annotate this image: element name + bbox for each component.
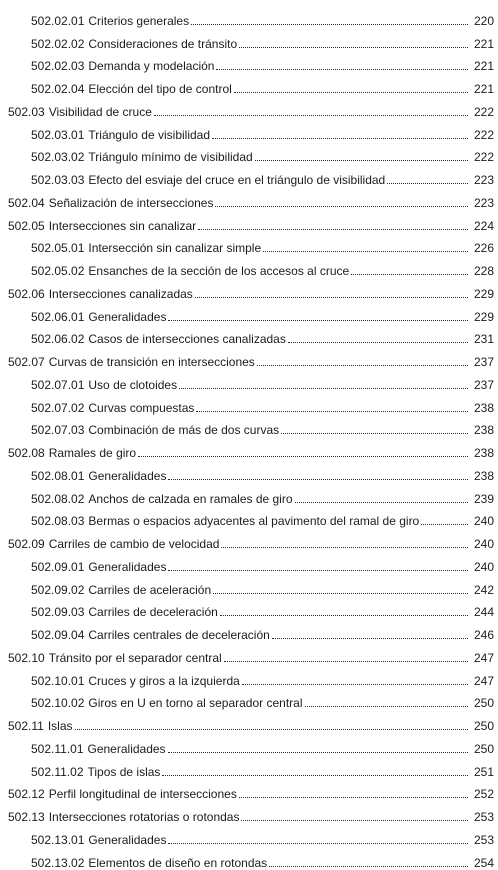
toc-subsection-entry [0,756,498,779]
toc-entry-number: 502.09.04 [31,628,85,642]
toc-entry-number: 502.02.04 [31,82,85,96]
toc-entry-number: 502.03.02 [31,150,85,165]
dot-leader [168,843,468,844]
toc-section-entry [0,187,498,210]
toc-entry-page: 223 [473,195,494,210]
toc-entry-title: Curvas compuestas [88,400,195,415]
toc-entry-title: Ramales de giro [48,446,137,460]
toc-entry-page: 222 [473,127,494,142]
toc-entry-number: 502.10.02 [31,696,85,711]
toc-entry-title: Ensanches de la sección de los accesos al cruce [88,264,350,278]
toc-entry-number: 502.02.01 [31,13,85,28]
toc-entry-title: Bermas o espacios adyacentes al pavimento del ramal de giro [88,514,420,529]
toc-entry-number: 502.13.01 [31,832,85,847]
dot-leader [241,820,468,821]
toc-entry-page: 250 [473,741,494,756]
toc-entry-page: 250 [473,696,494,711]
dot-leader [168,752,468,753]
toc-entry-title: Intersecciones canalizadas [48,286,193,301]
toc-entry-title: Intersección sin canalizar simple [88,241,262,256]
dot-leader [168,570,468,571]
toc-entry-number: 502.06.01 [31,309,85,324]
toc-entry-page: 238 [473,446,494,460]
toc-subsection-entry [0,5,498,28]
dot-leader [421,524,468,525]
toc-subsection-entry [0,460,498,483]
toc-entry-title: Elementos de diseño en rotondas [88,855,268,870]
toc-entry-page: 222 [473,104,494,119]
toc-entry-title: Efecto del esviaje del cruce en el triángulo de visibilidad [88,173,386,187]
toc-entry-number: 502.06.02 [31,332,85,347]
toc-entry-number: 502.07.02 [31,400,85,415]
toc-subsection-entry [0,688,498,711]
toc-entry-number: 502.04 [8,195,45,210]
dot-leader [288,342,468,343]
toc-entry-page: 238 [473,468,494,483]
toc-entry-number: 502.11.01 [31,741,84,756]
toc-entry-number: 502.11 [8,719,44,733]
toc-entry-page: 221 [473,36,494,51]
toc-subsection-entry [0,551,498,574]
toc-entry-page: 226 [473,241,494,256]
toc-subsection-entry [0,574,498,597]
toc-subsection-entry [0,119,498,142]
toc-entry-page: 238 [473,423,494,438]
toc-subsection-entry [0,164,498,187]
toc-entry-page: 240 [473,537,494,551]
dot-leader [305,706,468,707]
toc-subsection-entry [0,51,498,74]
toc-entry-page: 247 [473,673,494,688]
toc-entry-page: 229 [473,309,494,324]
toc-entry-page: 254 [473,855,494,870]
dot-leader [239,47,468,48]
dot-leader [212,138,468,139]
toc-entry-number: 502.08.03 [31,514,85,529]
toc-entry-title: Perfil longitudinal de intersecciones [48,787,237,802]
toc-subsection-entry [0,506,498,529]
toc-entry-page: 242 [473,582,494,597]
toc-section-entry [0,710,498,733]
toc-entry-number: 502.03.01 [31,127,85,142]
toc-entry-page: 247 [473,650,494,665]
toc-subsection-entry [0,483,498,506]
toc-section-entry [0,437,498,460]
toc-entry-title: Generalidades [88,832,167,847]
toc-entry-number: 502.12 [8,787,45,802]
toc-subsection-entry [0,255,498,278]
toc-subsection-entry [0,233,498,256]
toc-entry-number: 502.08 [8,446,45,460]
toc-section-entry [0,642,498,665]
toc-entry-number: 502.10 [8,650,45,665]
toc-entry-title: Tipos de islas [87,764,161,779]
toc-entry-number: 502.07.03 [31,423,85,438]
toc-section-entry [0,346,498,369]
toc-entry-page: 253 [473,832,494,847]
toc-entry-title: Tránsito por el separador central [48,650,222,665]
toc-entry-title: Criterios generales [88,13,190,28]
toc-entry-title: Señalización de intersecciones [48,195,214,210]
toc-subsection-entry [0,369,498,392]
toc-entry-title: Visibilidad de cruce [48,104,152,119]
toc-entry-number: 502.07.01 [31,377,85,392]
toc-entry-page: 253 [473,810,494,824]
dot-leader [168,479,468,480]
toc-entry-number: 502.05.02 [31,264,85,278]
toc-entry-title: Casos de intersecciones canalizadas [88,332,286,347]
toc-entry-number: 502.08.02 [31,491,85,506]
toc-subsection-entry [0,392,498,415]
toc-entry-page: 240 [473,559,494,574]
dot-leader [224,661,468,662]
toc-section-entry [0,779,498,802]
toc-entry-title: Intersecciones rotatorias o rotondas [48,810,240,824]
toc-entry-page: 224 [473,218,494,233]
toc-subsection-entry [0,733,498,756]
dot-leader [269,866,468,867]
toc-entry-page: 244 [473,605,494,620]
toc-subsection-entry [0,847,498,870]
toc-entry-page: 228 [473,264,494,278]
toc-entry-page: 229 [473,286,494,301]
dot-leader [162,775,468,776]
toc-section-entry [0,801,498,824]
toc-entry-page: 220 [473,13,494,28]
toc-entry-title: Carriles de cambio de velocidad [48,537,220,551]
dot-leader [168,320,468,321]
toc-entry-title: Intersecciones sin canalizar [48,218,197,233]
toc-entry-number: 502.09.01 [31,559,85,574]
dot-leader [220,615,468,616]
toc-subsection-entry [0,619,498,642]
toc-entry-page: 251 [473,764,494,779]
toc-entry-number: 502.06 [8,286,45,301]
table-of-contents [0,5,498,870]
toc-entry-number: 502.03.03 [31,173,85,187]
dot-leader [351,274,468,275]
dot-leader [242,684,468,685]
toc-entry-number: 502.09 [8,537,45,551]
toc-entry-page: 221 [473,59,494,74]
dot-leader [272,638,468,639]
toc-entry-title: Elección del tipo de control [88,82,232,96]
toc-entry-number: 502.02.02 [31,36,85,51]
toc-entry-page: 237 [473,377,494,392]
toc-entry-page: 231 [473,332,494,347]
toc-entry-page: 223 [473,173,494,187]
toc-entry-title: Carriles centrales de deceleración [88,628,270,642]
toc-entry-number: 502.03 [8,104,45,119]
dot-leader [255,160,468,161]
toc-entry-title: Triángulo de visibilidad [88,127,211,142]
toc-entry-title: Cruces y giros a la izquierda [88,673,240,688]
toc-entry-title: Curvas de transición en intersecciones [48,355,255,369]
toc-entry-title: Anchos de calzada en ramales de giro [88,491,293,506]
toc-entry-page: 221 [473,82,494,96]
toc-entry-page: 252 [473,787,494,802]
toc-entry-title: Triángulo mínimo de visibilidad [88,150,253,165]
dot-leader [75,729,469,730]
toc-entry-title: Demanda y modelación [88,59,215,74]
toc-entry-page: 237 [473,355,494,369]
toc-entry-number: 502.10.01 [31,673,85,688]
toc-entry-page: 240 [473,514,494,529]
dot-leader [263,251,468,252]
toc-entry-page: 222 [473,150,494,165]
toc-entry-title: Carriles de deceleración [88,605,218,620]
toc-entry-title: Combinación de más de dos curvas [88,423,280,438]
toc-section-entry [0,210,498,233]
toc-entry-number: 502.09.02 [31,582,85,597]
dot-leader [198,229,468,230]
toc-entry-title: Consideraciones de tránsito [88,36,238,51]
toc-entry-title: Generalidades [88,468,167,483]
toc-entry-number: 502.11.02 [31,764,84,779]
toc-subsection-entry [0,73,498,96]
toc-subsection-entry [0,324,498,347]
dot-leader [196,411,468,412]
dot-leader [221,547,468,548]
toc-subsection-entry [0,824,498,847]
toc-section-entry [0,528,498,551]
toc-entry-title: Generalidades [87,741,166,756]
dot-leader [257,365,468,366]
toc-section-entry [0,278,498,301]
dot-leader [295,502,468,503]
dot-leader [281,433,468,434]
dot-leader [195,297,468,298]
dot-leader [213,593,468,594]
toc-entry-title: Generalidades [88,559,167,574]
toc-subsection-entry [0,301,498,324]
toc-entry-number: 502.08.01 [31,468,85,483]
dot-leader [387,183,468,184]
toc-entry-number: 502.13.02 [31,855,85,870]
toc-subsection-entry [0,142,498,165]
dot-leader [234,92,468,93]
toc-entry-title: Islas [47,719,73,733]
toc-entry-page: 246 [473,628,494,642]
toc-entry-page: 238 [473,400,494,415]
toc-subsection-entry [0,597,498,620]
toc-entry-title: Generalidades [88,309,167,324]
dot-leader [215,206,468,207]
toc-entry-number: 502.13 [8,810,45,824]
toc-entry-page: 250 [473,719,494,733]
toc-entry-number: 502.05.01 [31,241,85,256]
dot-leader [179,388,468,389]
toc-subsection-entry [0,415,498,438]
toc-entry-title: Giros en U en torno al separador central [88,696,303,711]
dot-leader [138,456,468,457]
toc-entry-title: Carriles de aceleración [88,582,212,597]
toc-entry-number: 502.07 [8,355,45,369]
toc-entry-title: Uso de clotoides [88,377,178,392]
toc-entry-number: 502.09.03 [31,605,85,620]
toc-subsection-entry [0,665,498,688]
dot-leader [154,115,468,116]
toc-entry-number: 502.05 [8,218,45,233]
toc-subsection-entry [0,28,498,51]
dot-leader [216,69,468,70]
dot-leader [239,797,468,798]
toc-section-entry [0,96,498,119]
toc-entry-page: 239 [473,491,494,506]
toc-entry-number: 502.02.03 [31,59,85,74]
dot-leader [191,24,468,25]
